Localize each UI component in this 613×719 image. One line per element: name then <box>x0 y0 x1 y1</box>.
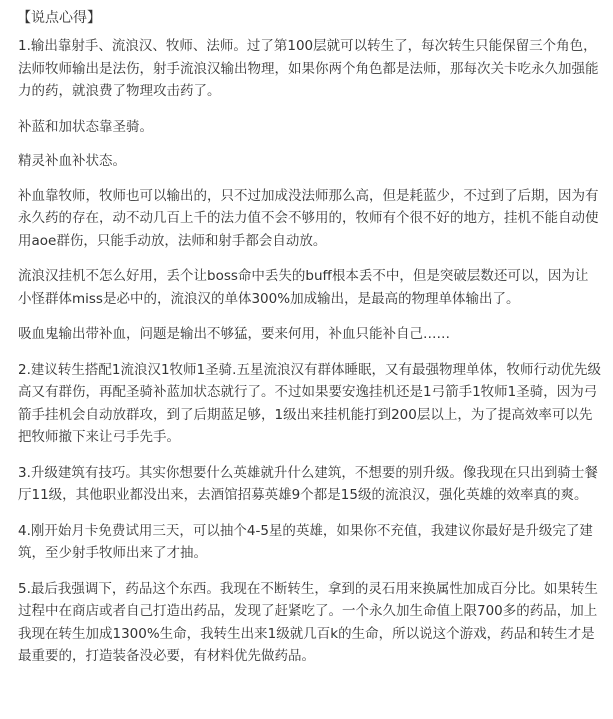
paragraph-monthly-card: 4.刚开始月卡免费试用三天，可以抽个4-5星的英雄，如果你不充值，我建议你最好是升级完了建筑，至少射手牧师出来了才抽。 <box>18 522 593 561</box>
paragraph-priest: 补血靠牧师，牧师也可以输出的，只不过加成没法师那么高，但是耗蓝少，不过到了后期，因为有永久药的存在，动不动几百上千的法力值不会不够用的，牧师有个很不好的地方，挂机不能自动使用aoe群伤，只能手动放，法师和射手都会自动放。 <box>18 187 599 249</box>
paragraph-paladin: 补蓝和加状态靠圣骑。 <box>18 118 153 135</box>
section-heading: 【说点心得】 <box>17 10 101 26</box>
paragraph-potions: 5.最后我强调下，药品这个东西。我现在不断转生，拿到的灵石用来换属性加成百分比。如果转生过程中在商店或者自己打造出药品，发现了赶紧吃了。一个永久加生命值上限700多的药品，加上我现在转生加成1300%生命，我转生出来1级就几百k的生命，所以说这个游戏，药品和转生才是最重要的，打造装备没必要，有材料优先做药品。 <box>18 580 598 664</box>
paragraph-building-upgrade: 3.升级建筑有技巧。其实你想要什么英雄就升什么建筑，不想要的别升级。像我现在只出到骑士餐厅11级，其他职业都没出来，去酒馆招募英雄9个都是15级的流浪汉，强化英雄的效率真的爽。 <box>18 464 598 503</box>
paragraph-output-roles: 1.输出靠射手、流浪汉、牧师、法师。过了第100层就可以转生了，每次转生只能保留三个角色，法师牧师输出是法伤，射手流浪汉输出物理，如果你两个角色都是法师，那每次关卡吃永久加强能力的药，就浪费了物理攻击药了。 <box>18 38 599 99</box>
paragraph-wanderer: 流浪汉挂机不怎么好用，丢个让boss命中丢失的buff根本丢不中，但是突破层数还可以，因为让小怪群体miss是必中的，流浪汉的单体300%加成输出，是最高的物理单体输出了。 <box>18 268 589 307</box>
paragraph-rebirth-team: 2.建议转生搭配1流浪汉1牧师1圣骑.五星流浪汉有群体睡眠，又有最强物理单体，牧师行动优先级高又有群伤，再配圣骑补蓝加状态就行了。不过如果要安逸挂机还是1弓箭手1牧师1圣骑，因为弓箭手挂机会自动放群攻，到了后期蓝足够，1级出来挂机能打到200层以上，为了提高效率可以先把牧师撤下来让弓手先手。 <box>18 361 601 445</box>
paragraph-vampire: 吸血鬼输出带补血，问题是输出不够猛，要来何用，补血只能补自己…… <box>18 326 450 342</box>
paragraph-elf: 精灵补血补状态。 <box>18 153 126 169</box>
